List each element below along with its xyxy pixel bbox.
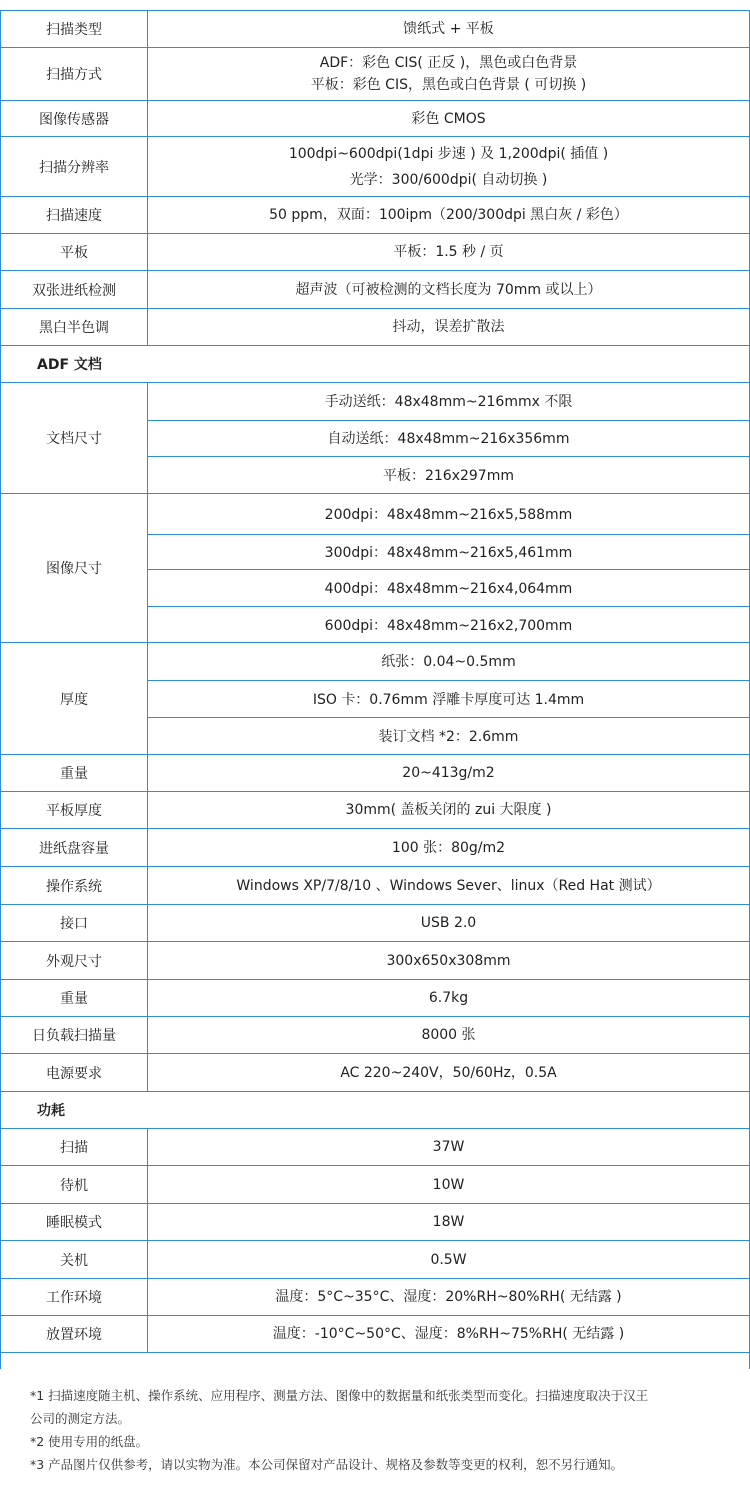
spec-label: 平板: [1, 234, 148, 270]
spec-row: [1, 1166, 749, 1204]
spec-row: [1, 942, 749, 980]
spec-subrows: [148, 383, 749, 493]
spec-label: 厚度: [1, 643, 148, 754]
spec-value: 10W: [432, 1176, 465, 1193]
spec-value: 50 ppm，双面：100ipm（200/300dpi 黑白灰 / 彩色）: [269, 207, 628, 223]
footnote: *2 使用专用的纸盘。: [30, 1434, 149, 1449]
section-heading-power: 功耗: [1, 1092, 749, 1129]
spec-value: 8000 张: [421, 1027, 476, 1043]
spec-row: [1, 197, 749, 234]
spec-value: 彩色 CMOS: [411, 110, 486, 127]
spec-subvalue: 600dpi：48x48mm~216x2,700mm: [148, 606, 749, 642]
spec-value: USB 2.0: [420, 915, 477, 931]
spec-row: [1, 755, 749, 792]
spec-label: 工作环境: [1, 1279, 148, 1315]
spec-value: 平板：1.5 秒 / 页: [393, 244, 504, 260]
spec-row: [1, 905, 749, 942]
spec-subvalue: ISO 卡：0.76mm 浮雕卡厚度可达 1.4mm: [148, 680, 749, 718]
section-heading-adf: ADF 文档: [1, 346, 749, 383]
spec-value: AC 220~240V，50/60Hz，0.5A: [340, 1064, 557, 1081]
spec-label: 扫描方式: [1, 48, 148, 100]
spec-table: [0, 10, 750, 1369]
spec-value: 100dpi~600dpi(1dpi 步速 ) 及 1,200dpi( 插值 ) 光学：300/600dpi( 自动切换 ): [288, 145, 609, 188]
spec-row: [1, 234, 749, 271]
spec-value: 30mm( 盖板关闭的 zui 大限度 ): [345, 802, 552, 818]
spec-subrows: [148, 643, 749, 754]
spec-row: [1, 1316, 749, 1353]
spec-row-doc-size: [1, 383, 749, 494]
spec-subvalue: 400dpi：48x48mm~216x4,064mm: [148, 569, 749, 606]
spec-row-thickness: [1, 643, 749, 755]
spec-value: 抖动，误差扩散法: [392, 319, 505, 335]
spec-value: 37W: [432, 1139, 465, 1155]
spec-label: 双张进纸检测: [1, 271, 148, 308]
spec-row-image-size: [1, 494, 749, 643]
spec-label: 进纸盘容量: [1, 829, 148, 866]
spec-label: 图像传感器: [1, 101, 148, 136]
spec-row: [1, 1279, 749, 1316]
spec-row: [1, 10, 749, 48]
spec-label: 图像尺寸: [1, 494, 148, 642]
footnote: *3 产品图片仅供参考，请以实物为准。本公司保留对产品设计、规格及参数等变更的权利，恕不另行通知。: [30, 1457, 624, 1472]
spec-subvalue: 装订文档 *2：2.6mm: [148, 717, 749, 754]
footnote: *1 扫描速度随主机、操作系统、应用程序、测量方法、图像中的数据量和纸张类型而变化。扫描速度取决于汉王: [30, 1388, 649, 1403]
spec-subvalue: 200dpi：48x48mm~216x5,588mm: [324, 506, 573, 523]
spec-subvalue: 平板：216x297mm: [148, 456, 749, 493]
spec-row: [1, 101, 749, 137]
spec-row: [1, 792, 749, 829]
spec-value: 0.5W: [430, 1251, 467, 1268]
spec-label: 平板厚度: [1, 792, 148, 828]
spec-row: [1, 1241, 749, 1279]
spec-value: 馈纸式 + 平板: [403, 21, 494, 37]
spec-label: 重量: [1, 755, 148, 791]
spec-row: [1, 309, 749, 346]
spec-value: 超声波（可被检测的文档长度为 70mm 或以上）: [295, 281, 602, 298]
spec-row: [1, 1129, 749, 1166]
spec-subrows: [148, 494, 749, 642]
spec-label: 黑白半色调: [1, 309, 148, 345]
spec-row: [1, 1054, 749, 1092]
spec-value: 300x650x308mm: [386, 952, 511, 969]
spec-value: 温度：5°C~35°C、湿度：20%RH~80%RH( 无结露 ): [275, 1289, 622, 1305]
spec-row: [1, 829, 749, 867]
spec-row: [1, 48, 749, 101]
spec-subvalue: 纸张：0.04~0.5mm: [381, 654, 516, 671]
spec-label: 扫描分辨率: [1, 137, 148, 196]
spec-subvalue: 手动送纸：48x48mm~216mmx 不限: [324, 394, 573, 411]
spec-value: Windows XP/7/8/10 、Windows Sever、linux（Red Hat 测试）: [236, 877, 661, 894]
spec-row: [1, 1017, 749, 1054]
footnote: 公司的测定方法。: [30, 1411, 131, 1426]
spec-row: [1, 137, 749, 197]
spec-label: 日负载扫描量: [1, 1017, 148, 1053]
spec-row: [1, 1204, 749, 1241]
spec-label: 重量: [1, 980, 148, 1016]
spec-value: 18W: [432, 1214, 465, 1230]
spec-label: 操作系统: [1, 867, 148, 904]
spec-label: 睡眠模式: [1, 1204, 148, 1240]
table-tail: [1, 1353, 749, 1369]
spec-label: 待机: [1, 1166, 148, 1203]
spec-label: 扫描类型: [1, 11, 148, 47]
spec-label: 扫描速度: [1, 197, 148, 233]
footnotes: [30, 1384, 730, 1476]
spec-value: 100 张：80g/m2: [391, 839, 506, 856]
spec-row: [1, 867, 749, 905]
spec-label: 外观尺寸: [1, 942, 148, 979]
spec-label: 放置环境: [1, 1316, 148, 1352]
spec-row: [1, 980, 749, 1017]
spec-subvalue: 自动送纸：48x48mm~216x356mm: [148, 420, 749, 457]
spec-label: 接口: [1, 905, 148, 941]
spec-label: 文档尺寸: [1, 383, 148, 493]
spec-label: 电源要求: [1, 1054, 148, 1091]
spec-row: [1, 271, 749, 309]
spec-value: 温度：-10°C~50°C、湿度：8%RH~75%RH( 无结露 ): [272, 1326, 625, 1342]
spec-subvalue: 300dpi：48x48mm~216x5,461mm: [148, 534, 749, 570]
spec-value: 6.7kg: [428, 990, 469, 1006]
spec-label: 关机: [1, 1241, 148, 1278]
spec-value: ADF：彩色 CIS( 正反 )，黑色或白色背景 平板：彩色 CIS，黑色或白色背景 ( 可切换 ): [310, 55, 587, 93]
spec-value: 20~413g/m2: [402, 765, 495, 781]
spec-label: 扫描: [1, 1129, 148, 1165]
